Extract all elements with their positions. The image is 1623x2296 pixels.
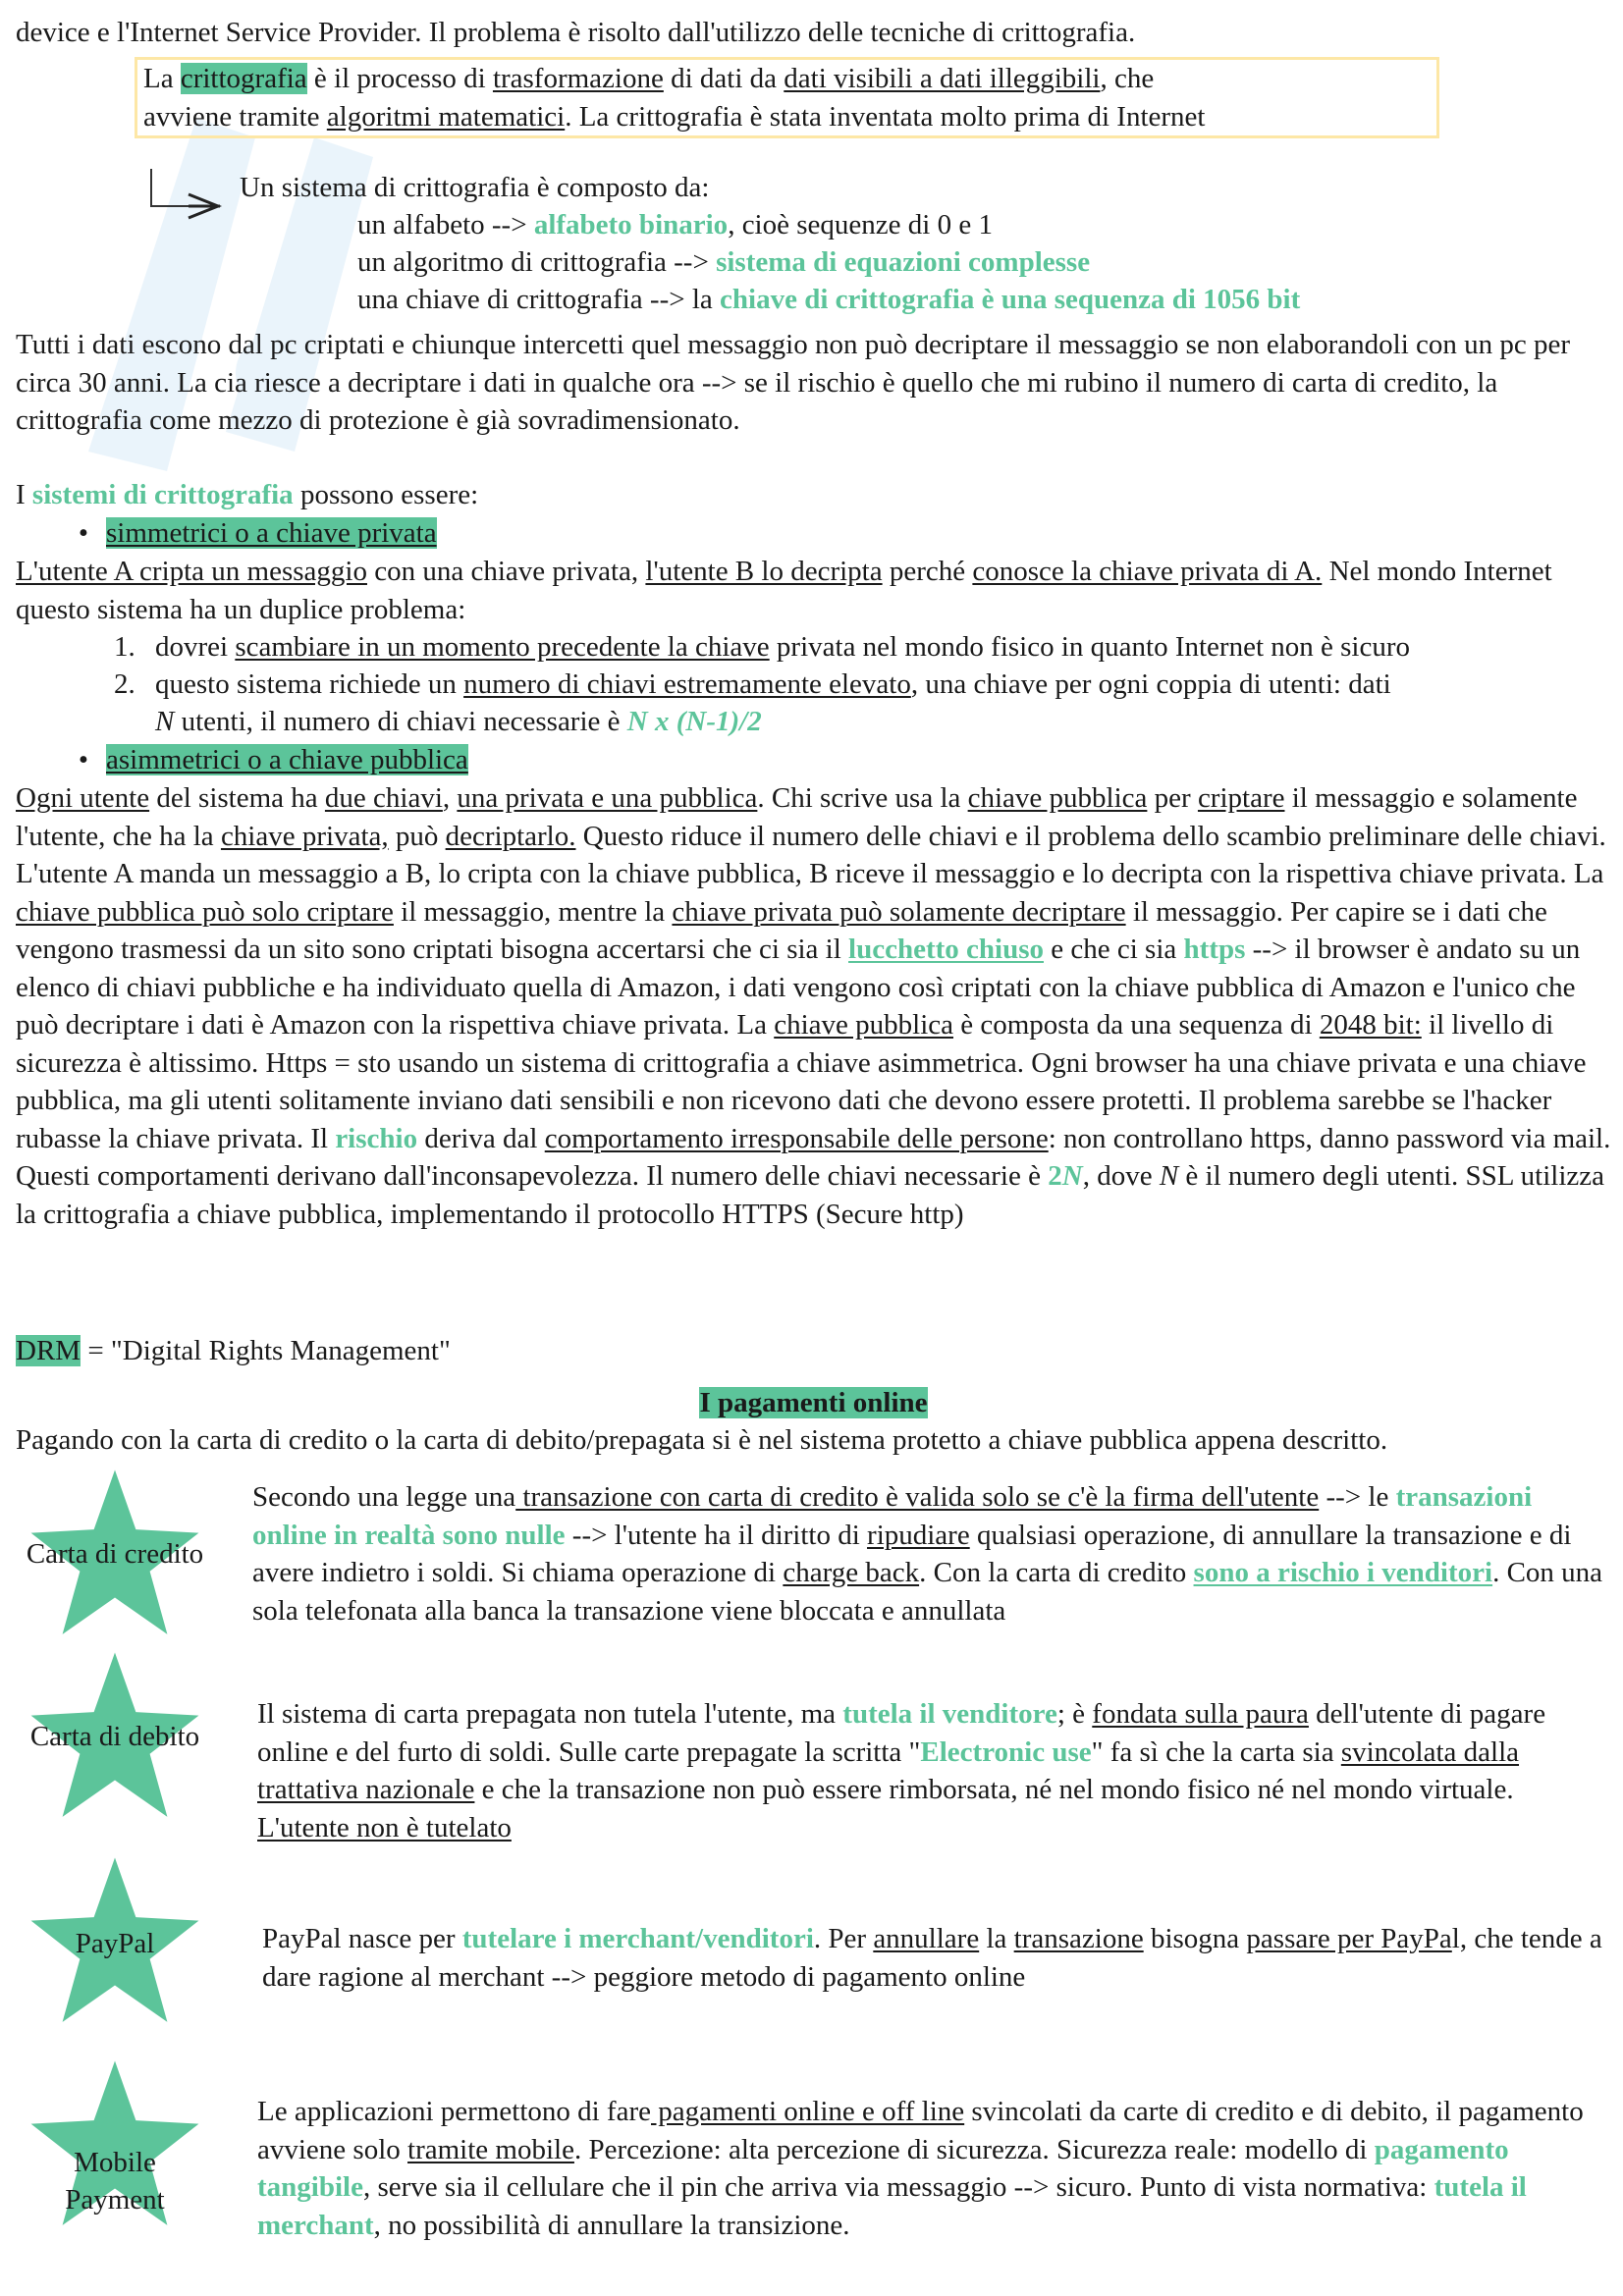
bullet-asymmetric: • asimmetrici o a chiave pubblica (61, 741, 468, 779)
star-paypal (27, 1854, 202, 2029)
text-credit-card: Secondo una legge una transazione con carta di credito è valida solo se c'è la firma dell'utente --> le transazioni online in realtà sono nulle --> l'utente ha il diritto di ripudiare qualsiasi operazione, di annullare la transazione e di avere indietro i soldi. Si chiama operazione di charge back. Con la carta di credito sono a rischio i venditori. Con una sola telefonata alla banca la transazione viene bloccata e annullata (252, 1481, 1603, 1627)
systems-heading: I sistemi di crittografia possono essere: (16, 479, 479, 510)
text-debit-card: Il sistema di carta prepagata non tutela l'utente, ma tutela il venditore; è fondata sulla paura dell'utente di pagare online e del furto di soldi. Sulle carte prepagate la scritta "Electronic use" fa sì che la carta sia svincolata dalla trattativa nazionale e che la transazione non può essere rimborsata, né nel mondo fisico né nel mondo virtuale. L'utente non è tutelato (257, 1698, 1546, 1843)
text-mobile-payment: Le applicazioni permettono di fare pagamenti online e off line svincolati da carte di credito e di debito, il pagamento avviene solo tramite mobile. Percezione: alta percezione di sicurezza. Sicurezza reale: modello di pagamento tangibile, serve sia il cellulare che il pin che arriva via messaggio --> sicuro. Punto di vista normativa: tutela il merchant, no possibilità di annullare la transizione. (257, 2096, 1584, 2241)
section-title: I pagamenti online (699, 1387, 928, 1418)
star-credit-card (27, 1467, 202, 1641)
bullet-symmetric: • simmetrici o a chiave privata (61, 514, 437, 553)
definition-line-1: La crittografia è il processo di trasformazione di dati da dati visibili a dati illeggibili, che (143, 63, 1155, 94)
definition-line-2: avviene tramite algoritmi matematici. La crittografia è stata inventata molto prima di Internet (143, 100, 1206, 133)
paragraph-tutti: Tutti i dati escono dal pc criptati e chiunque intercetti quel messaggio non può decriptare il messaggio se non elaborandoli con un pc per circa 30 anni. La cia riesce a decriptare i dati in qualche ora --> se il rischio è quello che mi rubino il numero di carta di credito, la crittografia come mezzo di protezione è già sovradimensionato. (16, 329, 1571, 436)
text-paypal: PayPal nasce per tutelare i merchant/venditori. Per annullare la transazione bisogna passare per PayPal, che tende a dare ragione al merchant --> peggiore metodo di pagamento online (262, 1923, 1602, 1993)
list-item-2-cont: N utenti, il numero di chiavi necessarie è N x (N-1)/2 (155, 706, 762, 737)
paragraph-pagando: Pagando con la carta di credito o la carta di debito/prepagata si è nel sistema protetto a chiave pubblica appena descritto. (16, 1424, 1388, 1456)
star-label: Mobile Payment (65, 2147, 165, 2216)
drm-line: DRM = "Digital Rights Management" (16, 1335, 451, 1366)
system-row-algorithm: un algoritmo di crittografia --> sistema di equazioni complesse (357, 246, 1091, 278)
list-item-2: 2. questo sistema richiede un numero di chiavi estremamente elevato, una chiave per ogni coppia di utenti: dati (114, 668, 1391, 700)
paragraph-intro: device e l'Internet Service Provider. Il problema è risolto dall'utilizzo delle tecniche di crittografia. (16, 17, 1136, 48)
system-row-alphabet: un alfabeto --> alfabeto binario, cioè sequenze di 0 e 1 (357, 209, 993, 240)
system-row-key: una chiave di crittografia --> la chiave di crittografia è una sequenza di 1056 bit (357, 284, 1301, 315)
star-label: Carta di credito (26, 1538, 204, 1570)
bullet-icon: • (78, 517, 89, 549)
bullet-icon: • (78, 744, 89, 775)
paragraph-symmetric: L'utente A cripta un messaggio con una chiave privata, l'utente B lo decripta perché conosce la chiave privata di A. Nel mondo Internet questo sistema ha un duplice problema: (16, 556, 1552, 625)
star-debit-card (27, 1649, 202, 1824)
star-label: PayPal (75, 1928, 155, 1959)
star-label: Carta di debito (29, 1721, 200, 1752)
star-mobile-payment (27, 2057, 202, 2232)
arrow-icon (149, 169, 228, 224)
system-intro: Un sistema di crittografia è composto da: (240, 172, 710, 203)
definition-box (135, 57, 1439, 138)
paragraph-asymmetric: Ogni utente del sistema ha due chiavi, una privata e una pubblica. Chi scrive usa la chiave pubblica per criptare il messaggio e solamente l'utente, che ha la chiave privata, può decriptarlo. Questo riduce il numero delle chiavi e il problema dello scambio preliminare delle chiavi. L'utente A manda un messaggio a B, lo cripta con la chiave pubblica, B riceve il messaggio e lo decripta con la rispettiva chiave privata. La chiave pubblica può solo criptare il messaggio, mentre la chiave privata può solamente decriptare il messaggio. Per capire se i dati che vengono trasmessi da un sito sono criptati bisogna accertarsi che ci sia il lucchetto chiuso e che ci sia https --> il browser è andato su un elenco di chiavi pubbliche e ha individuato quella di Amazon, i dati vengono così criptati con la chiave pubblica di Amazon e l'unico che può decriptare i dati è Amazon con la rispettiva chiave privata. La chiave pubblica è composta da una sequenza di 2048 bit: il livello di sicurezza è altissimo. Https = sto usando un sistema di crittografia a chiave asimmetrica. Ogni browser ha una chiave privata e una chiave pubblica, ma gli utenti solitamente inviano dati sensibili e non ricevono dati che devono essere protetti. Il problema sarebbe se l'hacker rubasse la chiave privata. Il rischio deriva dal comportamento irresponsabile delle persone: non controllano https, danno password via mail. Questi comportamenti derivano dall'inconsapevolezza. Il numero delle chiavi necessarie è 2N, dove N è il numero degli utenti. SSL utilizza la crittografia a chiave pubblica, implementando il protocollo HTTPS (Secure http) (16, 782, 1611, 1230)
list-item-1: 1. dovrei scambiare in un momento precedente la chiave privata nel mondo fisico in quanto Internet non è sicuro (114, 631, 1411, 663)
